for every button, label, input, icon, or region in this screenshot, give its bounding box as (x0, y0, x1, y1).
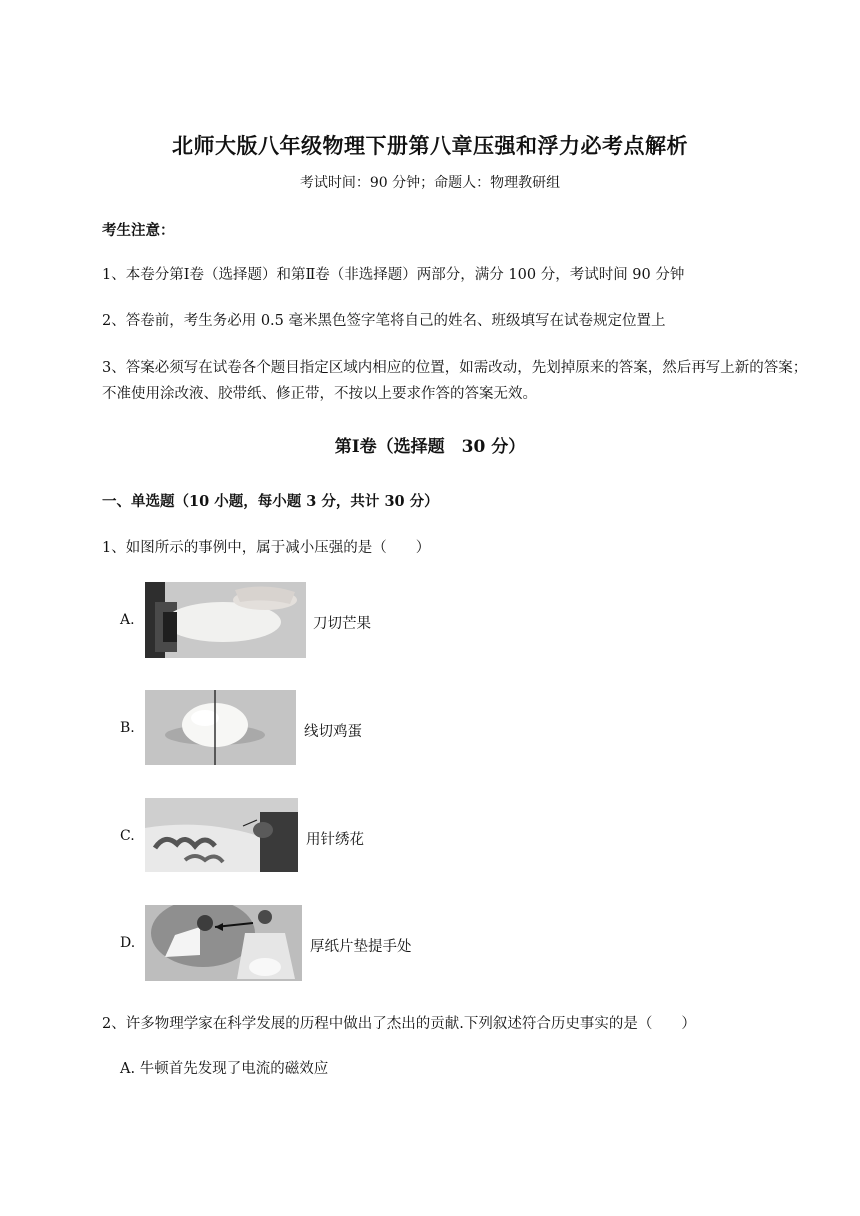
paper-pad-on-bag-handle-photo (145, 905, 302, 981)
option-a-letter: A. (120, 612, 135, 628)
exam-subtitle: 考试时间：90 分钟；命题人：物理教研组 (299, 175, 561, 191)
knife-cutting-mango-photo (145, 582, 306, 658)
notice-item-3: 3、答案必须写在试卷各个题目指定区域内相应的位置，如需改动，先划掉原来的答案，然后再写上新的答案；不准使用涂改液、胶带纸、修正带，不按以上要求作答的答案无效。 (102, 360, 808, 402)
thread-cutting-egg-photo (145, 690, 296, 765)
option-d-label: 厚纸片垫提手处 (310, 939, 412, 955)
option-a-label: 刀切芒果 (313, 616, 371, 632)
notice-item-2: 2、答卷前，考生务必用 0.5 毫米黑色签字笔将自己的姓名、班级填写在试卷规定位置上 (102, 313, 666, 329)
notice-item-1: 1、本卷分第Ⅰ卷（选择题）和第Ⅱ卷（非选择题）两部分，满分 100 分，考试时间 90 分钟 (102, 267, 685, 283)
page-title: 北师大版八年级物理下册第八章压强和浮力必考点解析 (172, 133, 688, 158)
option-b-label: 线切鸡蛋 (304, 724, 362, 740)
section-title: 第Ⅰ卷（选择题 30 分） (334, 437, 526, 457)
part-heading: 一、单选题（10 小题，每小题 3 分，共计 30 分） (102, 493, 439, 510)
needle-embroidery-photo (145, 798, 298, 872)
option-c-label: 用针绣花 (306, 832, 364, 848)
option-letter: A. (120, 1061, 136, 1077)
question-2-option-a (120, 1057, 328, 1078)
question-1-stem: 1、如图所示的事例中，属于减小压强的是（ ） (102, 540, 431, 556)
question-2-stem: 2、许多物理学家在科学发展的历程中做出了杰出的贡献.下列叙述符合历史事实的是（ ） (102, 1016, 696, 1032)
option-b-letter: B. (120, 720, 135, 736)
notice-heading: 考生注意： (102, 222, 175, 239)
option-d-letter: D. (120, 935, 136, 951)
option-c-letter: C. (120, 828, 135, 844)
option-text: 牛顿首先发现了电流的磁效应 (139, 1061, 329, 1077)
